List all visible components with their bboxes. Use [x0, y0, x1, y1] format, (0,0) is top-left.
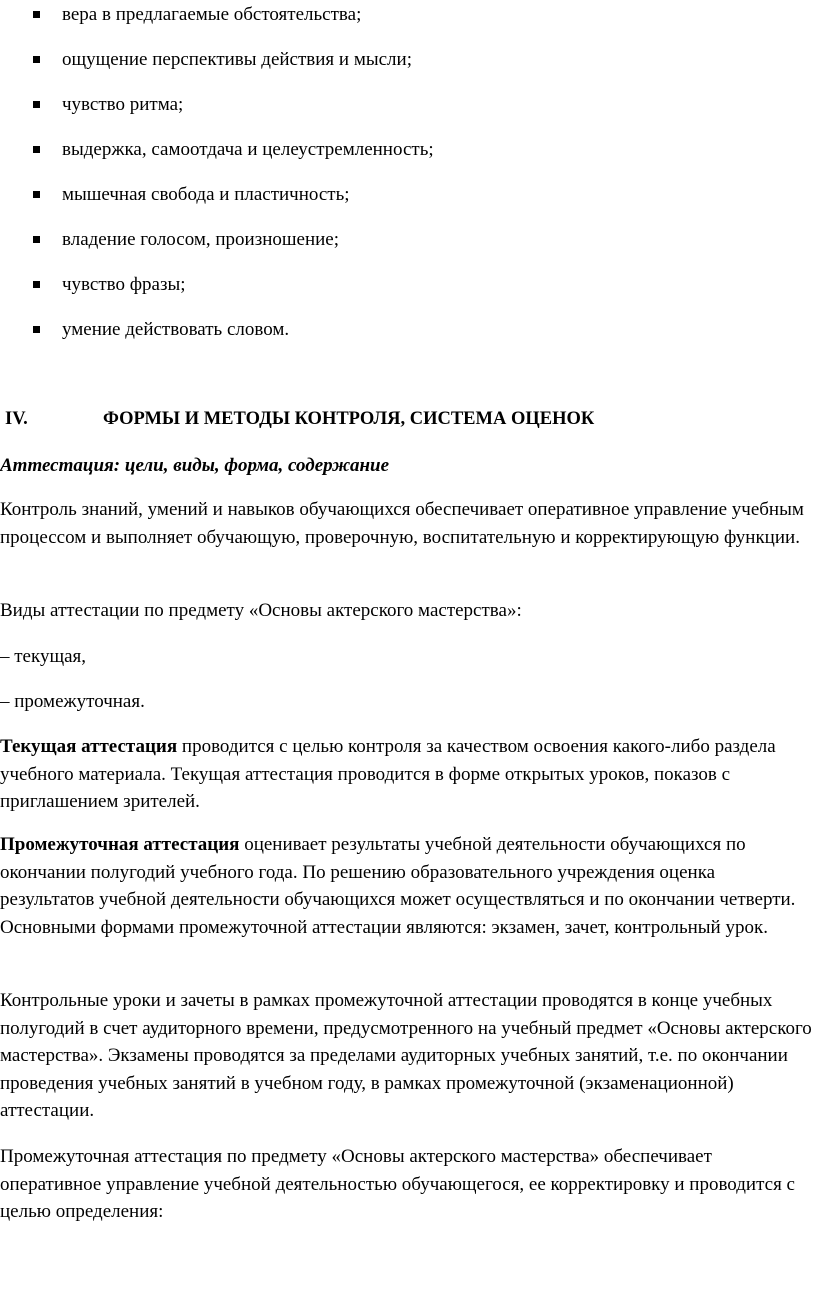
list-item-text: владение голосом, произношение; [62, 229, 339, 250]
list-item-text: чувство ритма; [62, 94, 184, 115]
subheading: Аттестация: цели, виды, форма, содержание [0, 455, 390, 476]
paragraph-attestation-types: Виды аттестации по предмету «Основы актерского мастерства»: [0, 600, 522, 621]
square-bullet-icon [33, 326, 40, 333]
bold-term: Промежуточная аттестация [0, 834, 240, 855]
paragraph-text: проводится с целью контроля за качеством освоения какого-либо раздела учебного материала. Текущая аттестация проводится в форме открытых уроков, показов с приглашением зрителей. [0, 736, 776, 812]
paragraph-intermediate-attestation [0, 831, 812, 941]
list-item [0, 0, 780, 30]
list-item-text: мышечная свобода и пластичность; [62, 184, 350, 205]
list-item [0, 90, 780, 120]
list-item [0, 180, 780, 210]
list-item [0, 225, 780, 255]
paragraph-text: оценивает результаты учебной деятельности обучающихся по окончании полугодий учебного года. По решению образовательного учреждения оценка результатов учебной деятельности обучающихся может осуществляться и по окончании четверти. Основными формами промежуточной аттестации являются: экзамен, зачет, контрольный урок. [0, 834, 796, 938]
paragraph-type-current: – текущая, [0, 646, 87, 667]
paragraph-type-intermediate: – промежуточная. [0, 691, 145, 712]
section-title: ФОРМЫ И МЕТОДЫ КОНТРОЛЯ, СИСТЕМА ОЦЕНОК [103, 409, 595, 429]
square-bullet-icon [33, 236, 40, 243]
list-item [0, 315, 780, 345]
section-heading [0, 405, 816, 433]
list-item-text: ощущение перспективы действия и мысли; [62, 49, 412, 70]
list-item [0, 45, 780, 75]
square-bullet-icon [33, 146, 40, 153]
section-number: IV. [5, 409, 28, 429]
square-bullet-icon [33, 101, 40, 108]
square-bullet-icon [33, 56, 40, 63]
paragraph-current-attestation [0, 733, 812, 816]
bold-term: Текущая аттестация [0, 736, 178, 757]
list-item-text: выдержка, самоотдача и целеустремленность; [62, 139, 434, 160]
list-item [0, 135, 780, 165]
square-bullet-icon [33, 281, 40, 288]
list-item [0, 270, 780, 300]
list-item-text: вера в предлагаемые обстоятельства; [62, 4, 362, 25]
square-bullet-icon [33, 191, 40, 198]
square-bullet-icon [33, 11, 40, 18]
paragraph-control: Контроль знаний, умений и навыков обучающихся обеспечивает оперативное управление учебным процессом и выполняет обучающую, проверочную, воспитательную и корректирующую функции. [0, 499, 804, 548]
paragraph-control-lessons: Контрольные уроки и зачеты в рамках промежуточной аттестации проводятся в конце учебных полугодий в счет аудиторного времени, предусмотренного на учебный предмет «Основы актерского мастерства». Экзамены проводятся за пределами аудиторных учебных занятий, т.е. по окончании проведения учебных занятий в учебном году, в рамках промежуточной (экзаменационной) аттестации. [0, 990, 812, 1121]
list-item-text: умение действовать словом. [62, 319, 290, 340]
list-item-text: чувство фразы; [62, 274, 186, 295]
paragraph-intermediate-purpose: Промежуточная аттестация по предмету «Основы актерского мастерства» обеспечивает оперативное управление учебной деятельностью обучающегося, ее корректировку и проводится с целью определения: [0, 1146, 795, 1222]
